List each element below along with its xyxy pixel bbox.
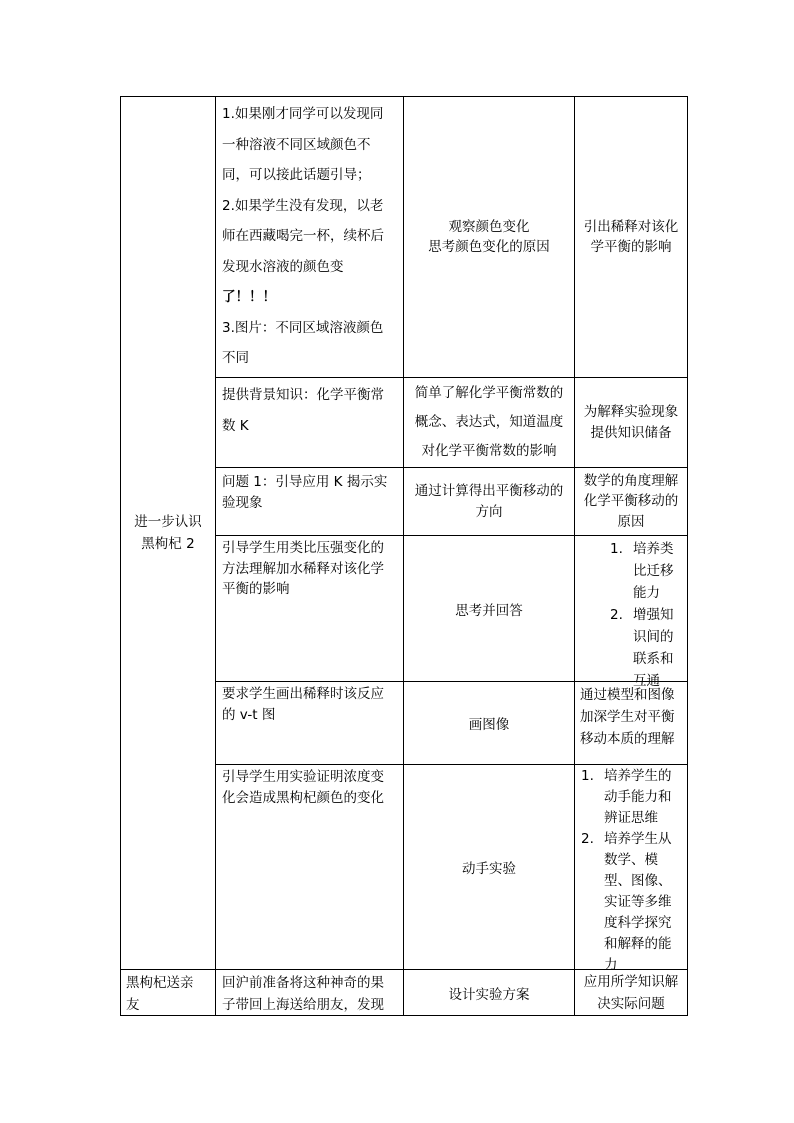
row2-purpose-line: 提供知识储备: [590, 424, 672, 441]
list-item-line: 动手能力和: [604, 789, 672, 805]
row1-student-line: 观察颜色变化: [448, 218, 530, 235]
row5-purpose-cell: [580, 684, 686, 750]
list-item-line: 数学、模: [604, 852, 658, 868]
list-item: [610, 604, 686, 692]
section2-label-line: 友: [126, 997, 140, 1013]
section-label: [121, 97, 215, 969]
row1-student-line: 思考颜色变化的原因: [428, 239, 550, 255]
section2-purpose-line: 应用所学知识解: [583, 973, 679, 990]
section2-teacher-line: 子带回上海送给朋友，发现: [222, 997, 384, 1013]
list-item-line: 比迁移: [633, 563, 674, 579]
row5-student-cell: [404, 682, 574, 764]
list-item-line: 识间的: [633, 629, 674, 645]
list-item-line: 力: [604, 957, 618, 973]
list-item-line: 培养类: [633, 541, 674, 557]
section2-label-line: 黑枸杞送亲: [126, 975, 194, 991]
list-item-line: 实证等多维: [604, 894, 672, 910]
section2-purpose-line: 决实际问题: [597, 995, 665, 1012]
row2-purpose-line: 为解释实验现象: [583, 404, 679, 420]
section2-student-line: 设计实验方案: [448, 986, 530, 1003]
row3-teacher-line: 问题 1：引导应用 K 揭示实: [222, 474, 388, 490]
list-item-line: 和解释的能: [604, 936, 672, 952]
row1-teacher-cell: [222, 99, 400, 374]
row3-purpose-line: 数学的角度理解: [583, 472, 679, 489]
row1-teacher-line: 2.如果学生没有发现，以老: [222, 197, 384, 214]
row6-teacher-line: 化会造成黑枸杞颜色的变化: [222, 789, 384, 806]
row3-student-cell: [404, 468, 574, 535]
row6-teacher-cell: [222, 767, 400, 808]
row4-teacher-line: 平衡的影响: [222, 581, 290, 597]
list-item-line: 联系和: [633, 651, 674, 667]
row1-purpose-cell: [575, 97, 687, 377]
row3-teacher-line: 验现象: [222, 494, 263, 511]
row2-student-line: 简单了解化学平衡常数的: [414, 385, 564, 401]
list-item-line: 培养学生的: [604, 768, 672, 784]
row4-student-line: 思考并回答: [455, 602, 523, 619]
row5-purpose-line: 通过模型和图像: [580, 687, 675, 703]
row1-teacher-line: 一种溶液不同区域颜色不: [222, 136, 371, 153]
row3-student-line: 方向: [475, 503, 503, 520]
row5-purpose-line: 移动本质的理解: [580, 731, 675, 747]
row4-purpose-cell: [610, 538, 686, 692]
row1-teacher-line: 1.如果刚才同学可以发现同: [222, 106, 384, 122]
row5-teacher-line: 要求学生画出稀释时该反应: [222, 686, 384, 702]
section2-teacher-cell: [222, 972, 400, 1016]
list-item: [610, 538, 686, 604]
list-item: [581, 766, 686, 829]
list-item-line: 度科学探究: [604, 915, 672, 931]
section2-student-cell: [404, 970, 574, 1015]
row1-teacher-line: 同，可以接此话题引导；: [222, 167, 371, 183]
list-item-line: 培养学生从: [604, 831, 672, 847]
row1-purpose-line: 引出稀释对该化: [583, 218, 679, 235]
row6-student-cell: [404, 765, 574, 969]
row5-purpose-line: 加深学生对平衡: [580, 709, 675, 725]
row2-student-cell: [404, 378, 574, 467]
row2-teacher-line: 数 K: [222, 417, 249, 434]
row2-student-line: 概念、表达式，知道温度: [414, 414, 564, 430]
row3-student-line: 通过计算得出平衡移动的: [414, 483, 564, 499]
row5-teacher-line: 的 v-t 图: [222, 706, 276, 723]
row1-teacher-line: 了！！！: [222, 289, 276, 305]
list-item-number: 2.: [581, 831, 594, 847]
row1-purpose-line: 学平衡的影响: [590, 239, 672, 255]
section-label-text: 进一步认识黑枸杞 2: [134, 514, 202, 552]
section2-label-cell: [126, 972, 214, 1016]
row4-teacher-line: 方法理解加水稀释对该化学: [222, 560, 384, 577]
row6-student-line: 动手实验: [462, 861, 516, 877]
row1-teacher-line: 不同: [222, 350, 249, 366]
list-item-line: 互通: [633, 673, 660, 689]
list-item-line: 增强知: [633, 607, 674, 623]
row3-purpose-cell: [575, 468, 687, 535]
row3-purpose-line: 化学平衡移动的: [583, 493, 679, 510]
row4-teacher-line: 引导学生用类比压强变化的: [222, 540, 384, 556]
list-item-number: 2.: [610, 607, 623, 623]
section2-teacher-line: 回沪前准备将这种神奇的果: [222, 975, 384, 991]
row4-purpose-list: [610, 538, 686, 692]
row4-teacher-cell: [222, 538, 400, 600]
row2-purpose-cell: [575, 378, 687, 467]
row3-purpose-line: 原因: [617, 513, 645, 530]
row1-teacher-line: 发现水溶液的颜色变: [222, 258, 344, 275]
row6-teacher-line: 引导学生用实验证明浓度变: [222, 769, 384, 785]
row6-purpose-cell: [581, 766, 686, 976]
row2-teacher-cell: [222, 380, 400, 441]
section2-purpose-cell: [575, 970, 687, 1015]
list-item-line: 型、图像、: [604, 873, 672, 889]
row5-student-line: 画图像: [468, 717, 510, 733]
row5-teacher-cell: [222, 684, 400, 725]
row1-teacher-line: 3.图片：不同区域溶液颜色: [222, 319, 384, 336]
list-item: [581, 829, 686, 976]
list-item-line: 辨证思维: [604, 810, 658, 826]
row4-student-cell: [404, 536, 574, 681]
row2-teacher-line: 提供背景知识：化学平衡常: [222, 387, 384, 403]
list-item-number: 1.: [581, 768, 594, 784]
list-item-line: 能力: [633, 585, 660, 601]
row3-teacher-cell: [222, 472, 400, 513]
row6-purpose-list: [581, 766, 686, 976]
row1-teacher-line: 师在西藏喝完一杯，续杯后: [222, 228, 384, 244]
row2-student-line: 对化学平衡常数的影响: [421, 443, 557, 459]
row1-student-cell: [404, 97, 574, 377]
list-item-number: 1.: [610, 541, 623, 557]
